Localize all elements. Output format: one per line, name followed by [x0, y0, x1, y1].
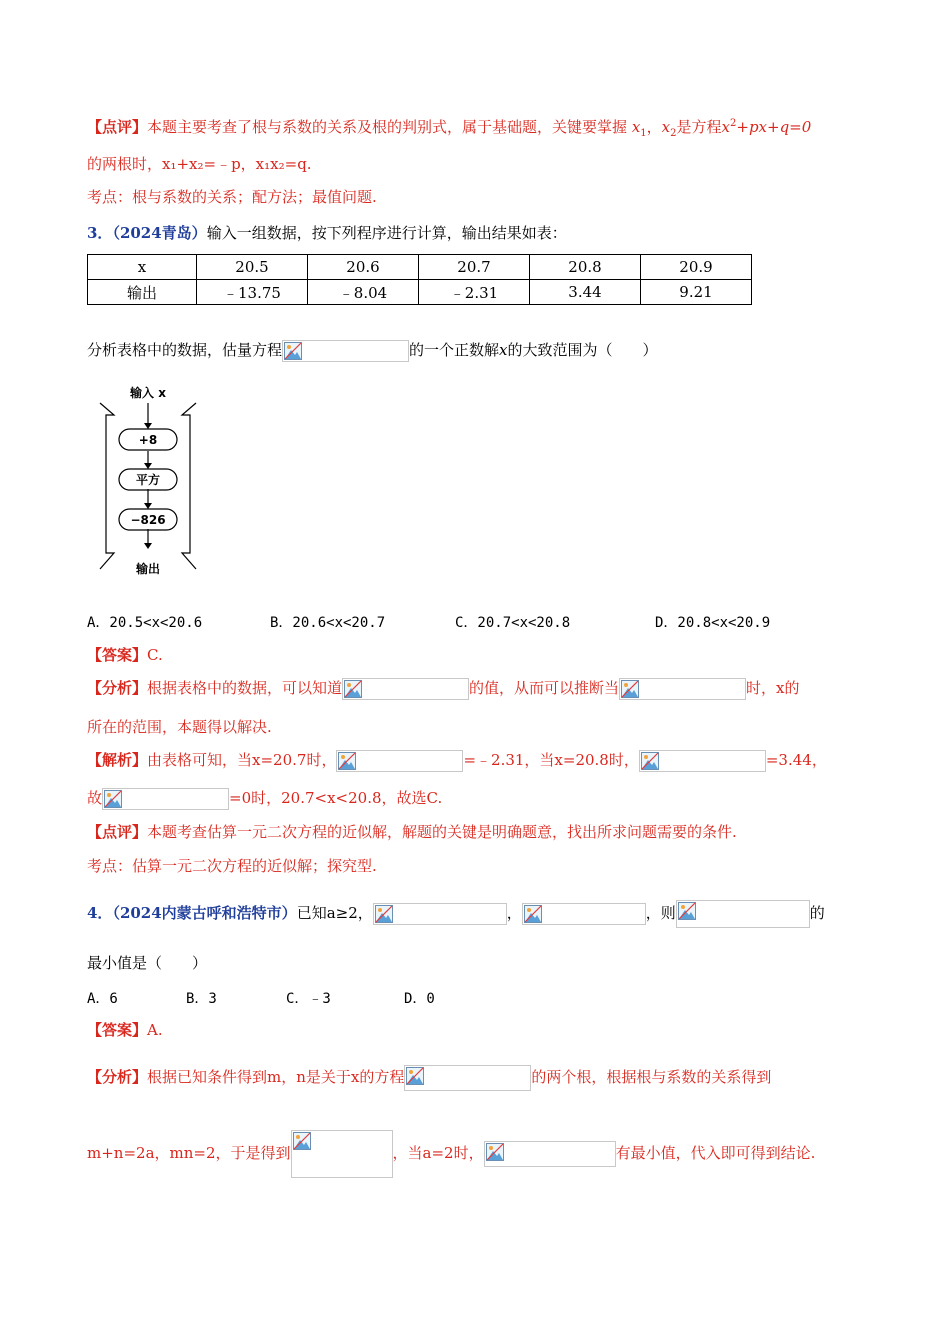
arrow-head	[144, 463, 152, 469]
analysis-text-c: 的大致范围为（ ）	[507, 341, 658, 359]
option-c: C．﹣3	[286, 991, 331, 1007]
question-number: 3．	[87, 224, 113, 242]
option-b: B．20.6<x<20.7	[270, 615, 386, 631]
table-cell: ﹣8.04	[308, 280, 419, 305]
table-cell: 20.9	[641, 255, 752, 280]
dianping-text: 本题考查估算一元二次方程的近似解，解题的关键是明确题意，找出所求问题需要的条件.	[147, 823, 737, 841]
formula-image	[404, 1065, 531, 1091]
fenxi-text-c: 时，x的	[746, 679, 800, 697]
answer-value: C.	[147, 646, 163, 664]
arrow-head	[144, 423, 152, 429]
jiexi-text-a: 由表格可知，当x=20.7时，	[147, 751, 337, 769]
flow-step-3: −826	[130, 513, 166, 527]
q4-sep: ，	[506, 904, 522, 922]
flowchart	[98, 383, 198, 583]
image-placeholder-icon	[338, 752, 356, 770]
option-d: D．0	[404, 991, 435, 1007]
table-cell: 9.21	[641, 280, 752, 305]
image-placeholder-icon	[344, 680, 362, 698]
formula-image	[342, 678, 469, 700]
jiexi-line-2	[87, 787, 442, 810]
image-placeholder-icon	[104, 790, 122, 808]
comma: ，	[646, 118, 662, 136]
eq-x: x	[721, 118, 730, 136]
eq-sup: 2	[730, 118, 737, 129]
q4-text-a: 已知a≥2，	[296, 904, 373, 922]
var-x: x	[499, 341, 508, 359]
image-placeholder-icon	[293, 1132, 311, 1150]
jiexi-line-1	[87, 749, 827, 772]
fenxi-text-a: 根据已知条件得到m，n是关于x的方程	[147, 1068, 405, 1086]
formula-image	[639, 750, 766, 772]
fenxi-text-b: 的两个根，根据根与系数的关系得到	[531, 1068, 772, 1086]
formula-image	[484, 1141, 616, 1167]
table-cell: 输出	[88, 280, 197, 305]
fenxi-text-e: 有最小值，代入即可得到结论.	[615, 1144, 816, 1162]
answer-tag: 【答案】	[87, 1021, 148, 1039]
formula-image	[522, 903, 646, 925]
question-4-line-2: 最小值是（ ）	[87, 954, 208, 972]
flow-step-2: 平方	[135, 473, 161, 487]
kaodian-2: 考点：估算一元二次方程的近似解；探究型.	[87, 857, 377, 875]
comment-line-2: 的两根时，x₁+x₂=﹣p，x₁x₂=q.	[87, 155, 312, 173]
jiexi-text-b: =﹣2.31，当x=20.8时，	[463, 751, 639, 769]
option-d: D．20.8<x<20.9	[655, 615, 771, 631]
question-text: 输入一组数据，按下列程序进行计算，输出结果如表：	[206, 224, 567, 242]
table-cell: 3.44	[530, 280, 641, 305]
arrow-head	[144, 503, 152, 509]
formula-image	[291, 1130, 393, 1178]
formula-image	[282, 340, 409, 362]
question-number: 4．	[87, 904, 113, 922]
table-cell: ﹣13.75	[197, 280, 308, 305]
option-a: A．6	[87, 991, 118, 1007]
table-cell: 20.8	[530, 255, 641, 280]
image-placeholder-icon	[375, 905, 393, 923]
fenxi-text-b: 的值，从而可以推断当	[469, 679, 620, 697]
image-placeholder-icon	[678, 902, 696, 920]
table-cell: x	[88, 255, 197, 280]
formula-image	[336, 750, 463, 772]
jiexi-text-d: 故	[87, 789, 103, 807]
option-b: B．3	[186, 991, 217, 1007]
q4-fenxi-line-2	[87, 1130, 815, 1178]
image-placeholder-icon	[524, 905, 542, 923]
fenxi-text-a: 根据表格中的数据，可以知道	[147, 679, 343, 697]
question-source: （2024内蒙古呼和浩特市）	[112, 904, 297, 922]
flowchart-right-bracket	[182, 403, 196, 569]
answer-line	[87, 1019, 163, 1041]
q4-fenxi-line-1	[87, 1065, 771, 1091]
dianping-line	[87, 821, 737, 843]
answer-tag: 【答案】	[87, 646, 148, 664]
option-a: A．20.5<x<20.6	[87, 615, 203, 631]
jiexi-text-e: =0时，20.7<x<20.8，故选C.	[229, 789, 443, 807]
answer-line	[87, 644, 163, 666]
jiexi-tag: 【解析】	[87, 751, 148, 769]
fenxi-line-2: 所在的范围，本题得以解决.	[87, 718, 272, 736]
table-cell: 20.7	[419, 255, 530, 280]
image-placeholder-icon	[406, 1067, 424, 1085]
fenxi-text-c: m+n=2a，mn=2，于是得到	[87, 1144, 291, 1162]
formula-image	[102, 788, 229, 810]
comment-text: 本题主要考查了根与系数的关系及根的判别式，属于基础题，关键要掌握	[147, 118, 628, 136]
table-cell: 20.6	[308, 255, 419, 280]
flow-input-label: 输入 x	[130, 386, 166, 400]
question-source: （2024青岛）	[112, 224, 207, 242]
fenxi-text-d: ，当a=2时，	[392, 1144, 484, 1162]
image-placeholder-icon	[621, 680, 639, 698]
flowchart-left-bracket	[100, 403, 114, 569]
question-3-stem	[87, 222, 567, 244]
formula-image	[619, 678, 746, 700]
fenxi-tag: 【分析】	[87, 679, 148, 697]
q4-sep: ，则	[645, 904, 676, 922]
comment-line-1	[87, 116, 811, 138]
image-placeholder-icon	[284, 342, 302, 360]
jiexi-text-c: =3.44，	[765, 751, 827, 769]
option-c: C．20.7<x<20.8	[455, 615, 571, 631]
comment-text-b: 是方程	[676, 118, 722, 136]
answer-value: A.	[147, 1021, 163, 1039]
sub-1: 1	[640, 128, 647, 139]
flow-step-1: +8	[138, 433, 158, 447]
fenxi-tag: 【分析】	[87, 1068, 148, 1086]
data-table	[87, 254, 752, 305]
table-row	[88, 255, 752, 280]
kaodian-1: 考点：根与系数的关系；配方法；最值问题.	[87, 188, 377, 206]
question-4-stem	[87, 900, 825, 928]
formula-image	[676, 900, 810, 928]
table-row	[88, 280, 752, 305]
formula-image	[373, 903, 507, 925]
flow-output-label: 输出	[135, 562, 161, 576]
analysis-text-b: 的一个正数解	[409, 341, 500, 359]
fenxi-line-1	[87, 677, 800, 700]
sub-2: 2	[670, 128, 677, 139]
comment-tag: 【点评】	[87, 118, 148, 136]
var-x2: x	[661, 118, 671, 136]
analysis-line	[87, 339, 658, 362]
var-x1: x	[631, 118, 641, 136]
image-placeholder-icon	[641, 752, 659, 770]
image-placeholder-icon	[486, 1143, 504, 1161]
dianping-tag: 【点评】	[87, 823, 148, 841]
q4-text-b: 的	[809, 904, 825, 922]
table-cell: 20.5	[197, 255, 308, 280]
table-cell: ﹣2.31	[419, 280, 530, 305]
eq-rest: +px+q=0	[736, 118, 812, 136]
arrow-head	[144, 543, 152, 549]
analysis-text-a: 分析表格中的数据，估量方程	[87, 341, 283, 359]
